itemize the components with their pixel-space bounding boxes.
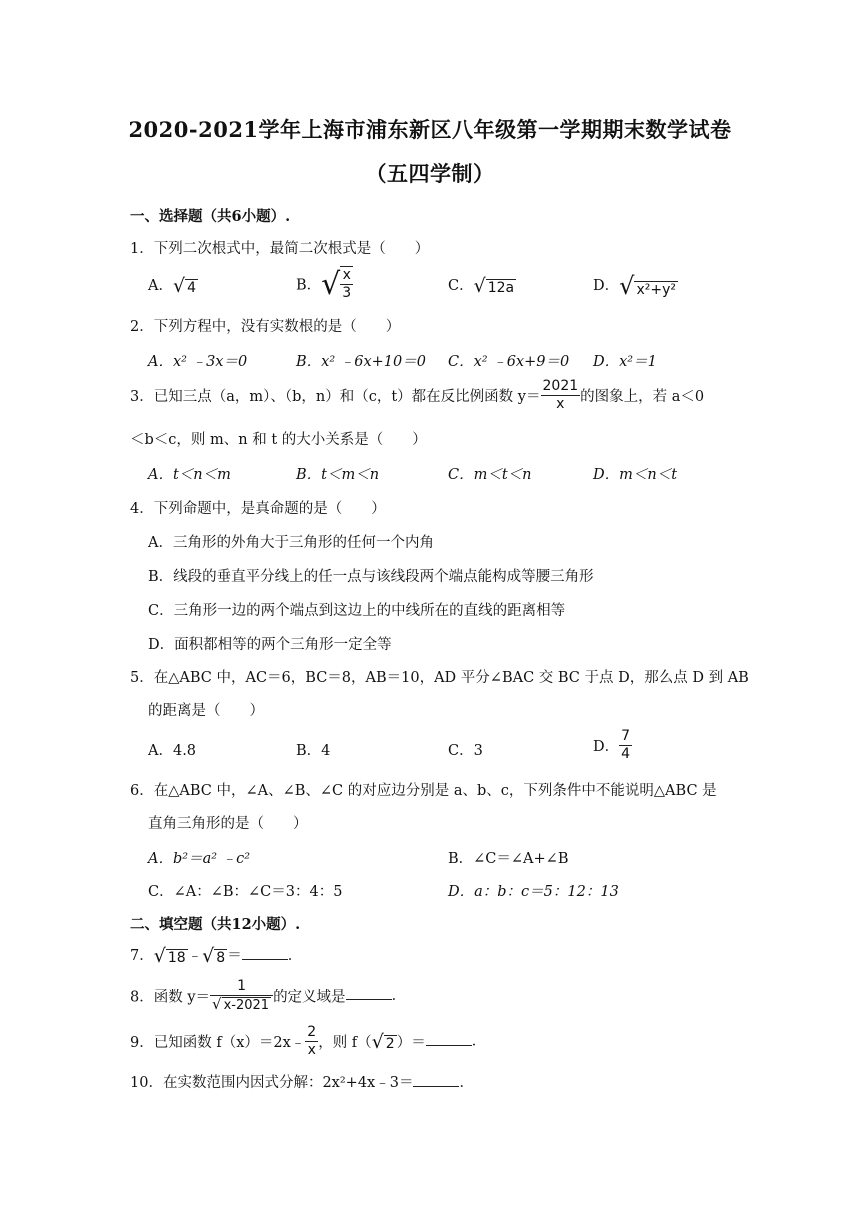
answer-blank[interactable] [413, 1085, 459, 1087]
exam-subtitle: （五四学制） [365, 161, 495, 186]
section-fill-heading: 二、填空题（共12小题）. [130, 916, 301, 933]
question-3-option-d: D．m＜n＜t [593, 467, 678, 483]
question-6-option-a: A．b²＝a² ﹣c² [148, 851, 251, 867]
question-1-stem: 1．下列二次根式中，最简二次根式是（ ） [130, 241, 430, 257]
question-1-option-a: A．√ 4 [148, 275, 197, 297]
question-1-option-b: B．√ $\frac{x}{3}$ [296, 266, 352, 302]
question-5-stem-line2: 的距离是（ ） [148, 703, 264, 719]
question-3-option-a: A．t＜n＜m [148, 467, 231, 483]
question-3-stem-line2: ＜b＜c，则 m、n 和 t 的大小关系是（ ） [130, 432, 427, 448]
question-2-option-c: C．x² ﹣6x+9＝0 [448, 354, 570, 370]
question-5-option-d: D． $\frac{7}{4}$ [593, 728, 631, 762]
question-5-option-a: A．4.8 [148, 743, 197, 759]
question-2-option-b: B．x² ﹣6x+10＝0 [296, 354, 426, 370]
question-4-stem: 4．下列命题中，是真命题的是（ ） [130, 501, 386, 517]
exam-title: 2020-2021学年上海市浦东新区八年级第一学期期末数学试卷 [128, 117, 732, 142]
question-2-option-a: A．x² ﹣3x＝0 [148, 354, 248, 370]
question-3-option-b: B．t＜m＜n [296, 467, 380, 483]
question-4-option-a: A．三角形的外角大于三角形的任何一个内角 [148, 535, 434, 551]
question-6-option-b: B．∠C＝∠A+∠B [448, 851, 569, 867]
question-5-option-c: C．3 [448, 743, 483, 759]
answer-blank[interactable] [426, 1044, 472, 1046]
answer-blank[interactable] [242, 958, 288, 960]
answer-blank[interactable] [346, 998, 392, 1000]
question-5-option-b: B．4 [296, 743, 331, 759]
question-8: 8．函数 y＝ $\frac{1}{√ x-2021}$ 的定义域是 ． [130, 978, 407, 1013]
question-2-option-d: D．x²＝1 [593, 354, 657, 370]
question-6-stem: 6．在△ABC 中，∠A、∠B、∠C 的对应边分别是 a、b、c，下列条件中不能说明△ABC 是 [130, 783, 717, 799]
question-6-stem-line2: 直角三角形的是（ ） [148, 816, 308, 832]
question-4-option-c: C．三角形一边的两个端点到这边上的中线所在的直线的距离相等 [148, 603, 566, 619]
question-4-option-b: B．线段的垂直平分线上的任一点与该线段两个端点能构成等腰三角形 [148, 569, 594, 585]
question-6-option-d: D．a：b：c＝5：12：13 [448, 884, 619, 900]
question-4-option-d: D．面积都相等的两个三角形一定全等 [148, 637, 392, 653]
question-1-option-c: C．√ 12a [448, 275, 515, 297]
question-3-stem: 3．已知三点（a，m）、（b，n）和（c，t）都在反比例函数 y＝ $\frac{2021}{x}$ 的图象上，若 a＜0 [130, 378, 705, 412]
question-7: 7．√ 18 ﹣√ 8 ＝ ． [130, 945, 303, 967]
question-5-stem: 5．在△ABC 中，AC＝6，BC＝8，AB＝10，AD 平分∠BAC 交 BC 于点 D，那么点 D 到 AB [130, 670, 749, 686]
question-1-option-d: D．√ x²+y² [593, 272, 676, 300]
question-6-option-c: C．∠A：∠B：∠C＝3：4：5 [148, 884, 343, 900]
question-2-stem: 2．下列方程中，没有实数根的是（ ） [130, 319, 401, 335]
section-choice-heading: 一、选择题（共6小题）. [130, 208, 291, 225]
question-9: 9．已知函数 f（x）＝2x﹣ $\frac{2}{x}$ ，则 f（√ 2 ）＝ ． [130, 1024, 487, 1058]
question-3-option-c: C．m＜t＜n [448, 467, 532, 483]
question-10: 10．在实数范围内因式分解：2x²+4x﹣3＝ ． [130, 1075, 474, 1091]
